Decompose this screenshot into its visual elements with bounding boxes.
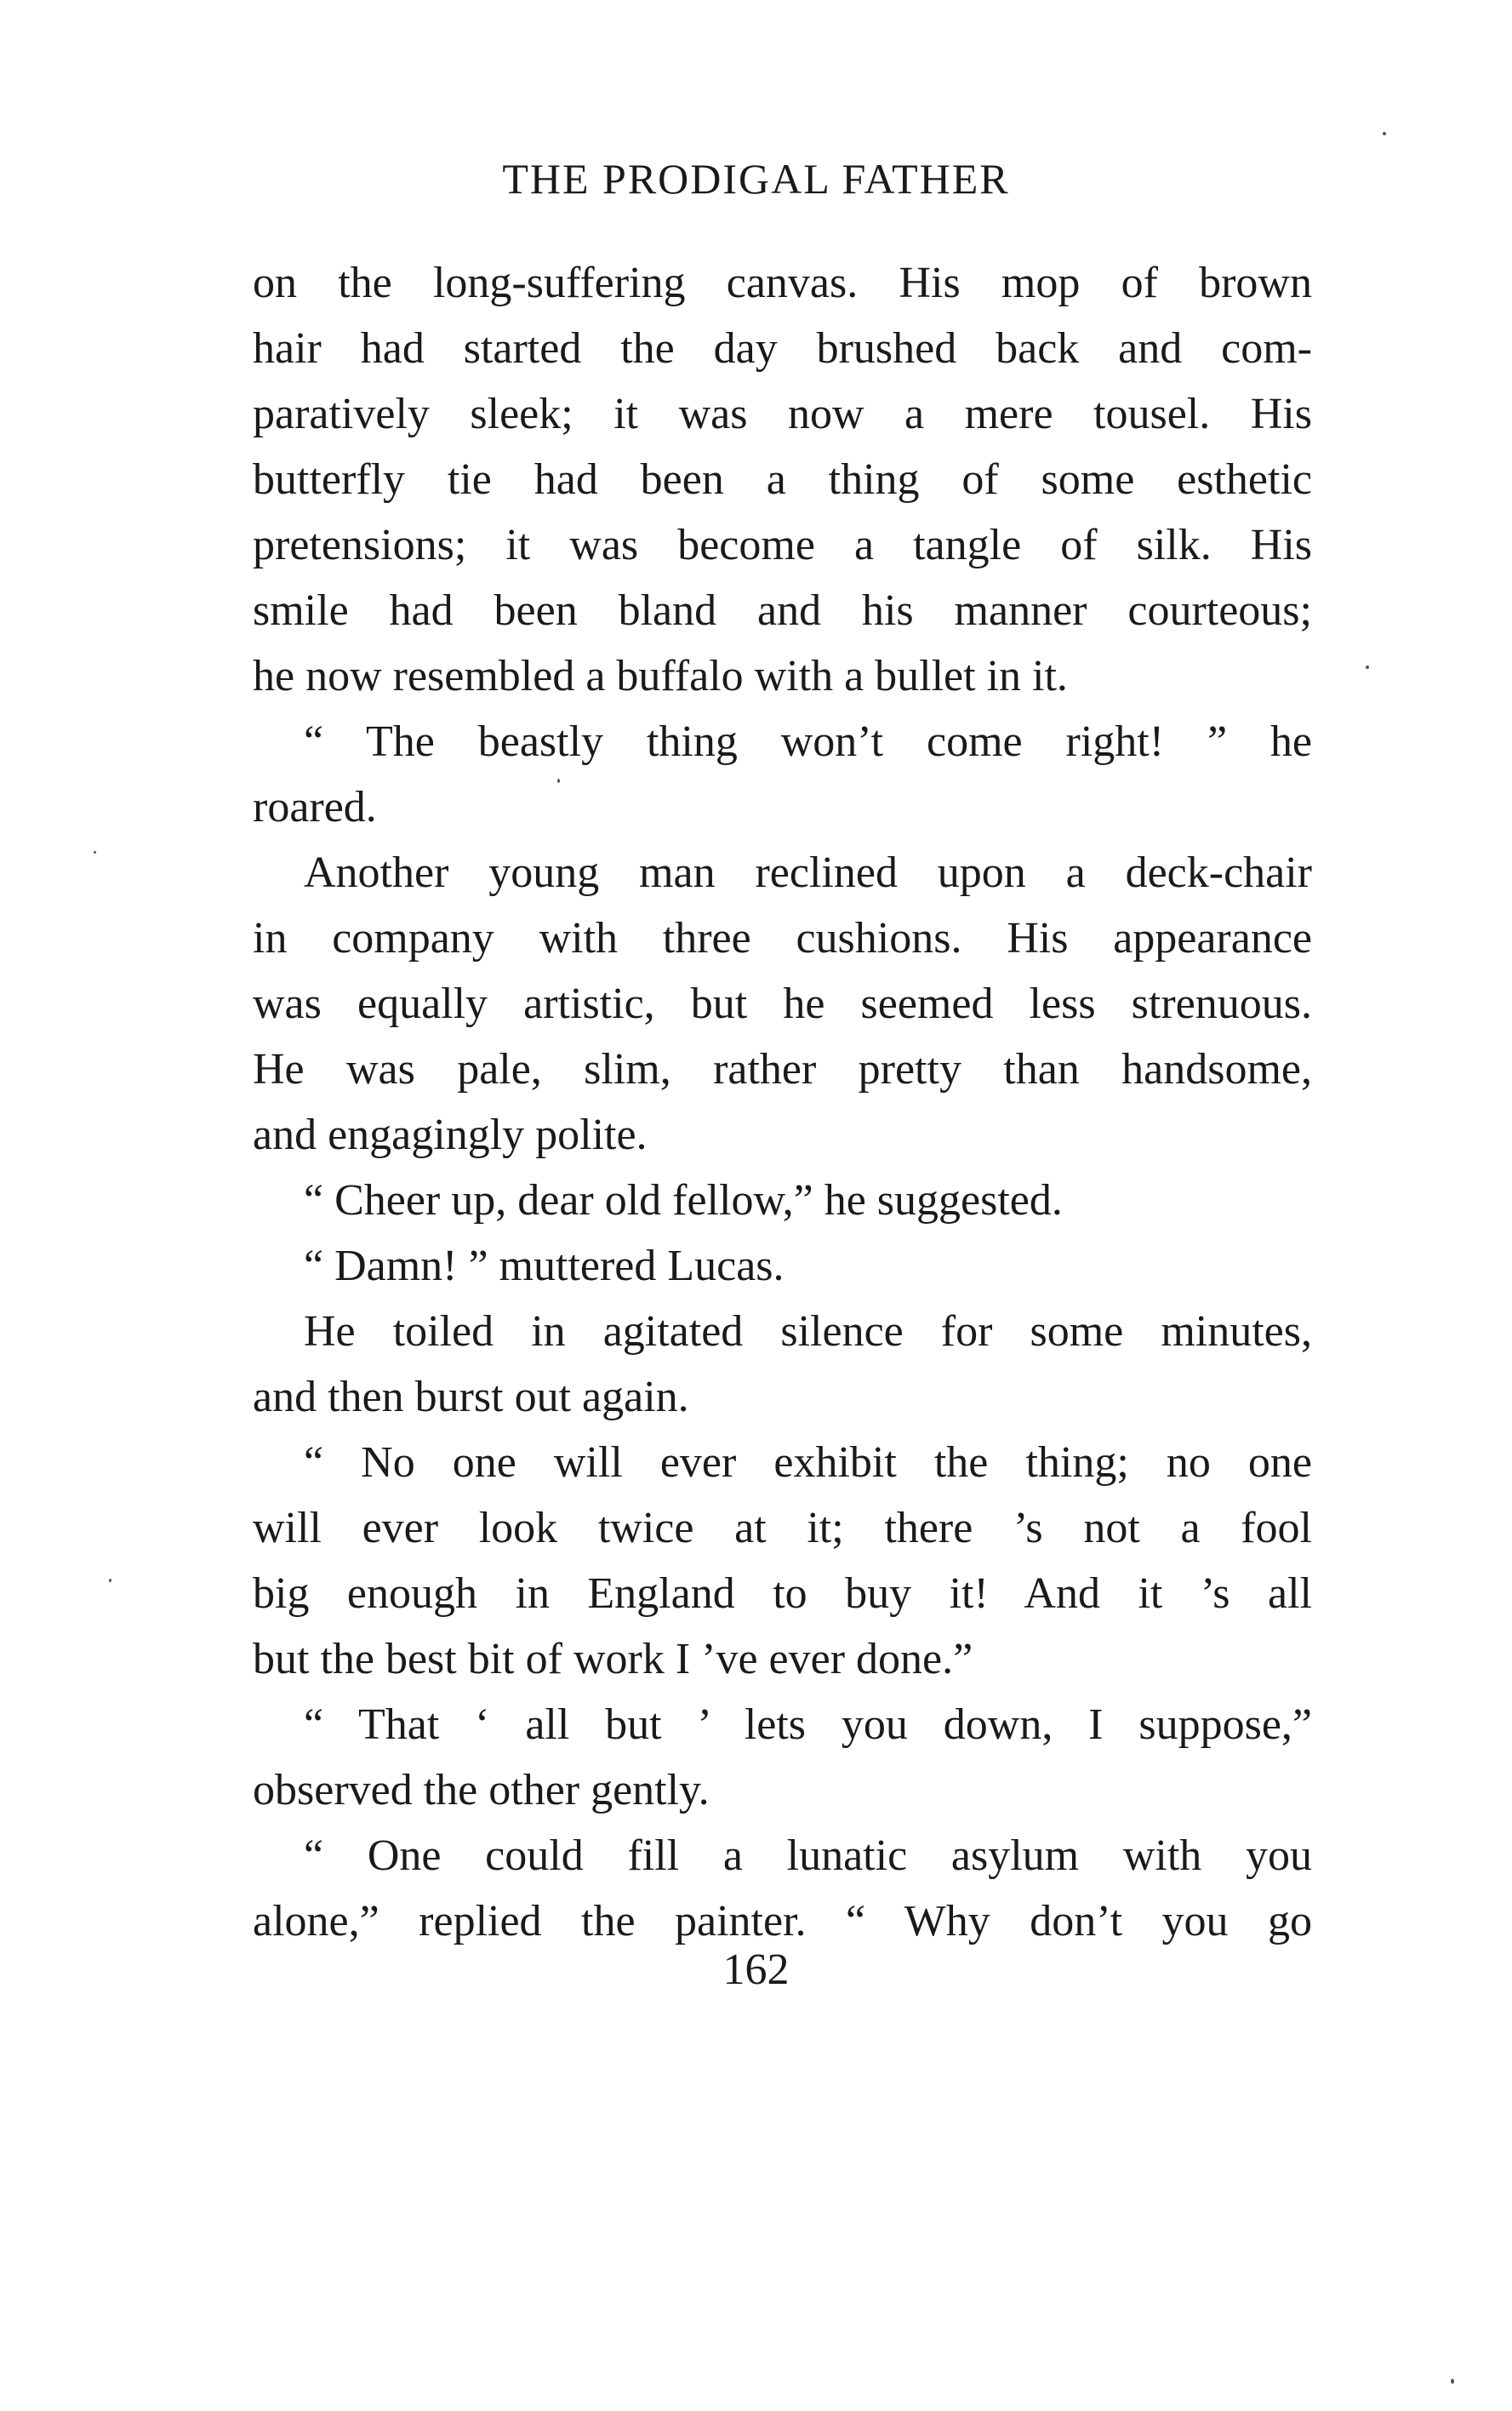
text-line: Another young man reclined upon a deck-chair <box>304 848 1312 897</box>
text-line: “ That ‘ all but ’ lets you down, I suppose,” <box>304 1700 1312 1749</box>
text-line: hair had started the day brushed back and com- <box>253 324 1312 373</box>
scan-speck <box>1366 666 1369 669</box>
scan-speck <box>109 1579 111 1582</box>
text-line: smile had been bland and his manner courteous; <box>253 586 1312 635</box>
text-line: was equally artistic, but he seemed less strenuous. <box>253 980 1312 1028</box>
scan-speck <box>557 779 560 783</box>
text-line: roared. <box>253 783 377 831</box>
text-line: alone,” replied the painter. “ Why don’t you go <box>253 1897 1312 1945</box>
text-line: He was pale, slim, rather pretty than handsome, <box>253 1045 1312 1094</box>
text-line: butterfly tie had been a thing of some esthetic <box>253 455 1312 504</box>
text-line: “ No one will ever exhibit the thing; no one <box>304 1438 1312 1487</box>
text-line: observed the other gently. <box>253 1766 710 1814</box>
text-line: big enough in England to buy it! And it ’s all <box>253 1569 1312 1618</box>
text-line: will ever look twice at it; there ’s not a fool <box>253 1504 1312 1552</box>
scan-speck <box>1383 132 1386 135</box>
scan-speck <box>1451 2379 1454 2384</box>
text-line: pretensions; it was become a tangle of silk. His <box>253 521 1312 569</box>
body-text <box>253 250 1312 1954</box>
text-line: “ One could fill a lunatic asylum with you <box>304 1831 1312 1880</box>
text-line: in company with three cushions. His appearance <box>253 914 1312 963</box>
running-head: THE PRODIGAL FATHER <box>502 155 1010 203</box>
text-line: and engagingly polite. <box>253 1111 648 1159</box>
page-number: 162 <box>722 1945 790 1994</box>
text-line: paratively sleek; it was now a mere tousel. His <box>253 390 1312 438</box>
text-line: he now resembled a buffalo with a bullet in it. <box>253 652 1068 700</box>
text-line: “ Damn! ” muttered Lucas. <box>304 1242 785 1290</box>
text-line: “ Cheer up, dear old fellow,” he suggested. <box>304 1176 1063 1225</box>
text-line: and then burst out again. <box>253 1373 689 1421</box>
text-line: He toiled in agitated silence for some minutes, <box>304 1307 1312 1356</box>
text-line: but the best bit of work I ’ve ever done.” <box>253 1635 973 1683</box>
text-line: on the long-suffering canvas. His mop of brown <box>253 259 1312 307</box>
text-line: “ The beastly thing won’t come right! ” he <box>304 717 1312 766</box>
scan-speck <box>94 851 96 854</box>
